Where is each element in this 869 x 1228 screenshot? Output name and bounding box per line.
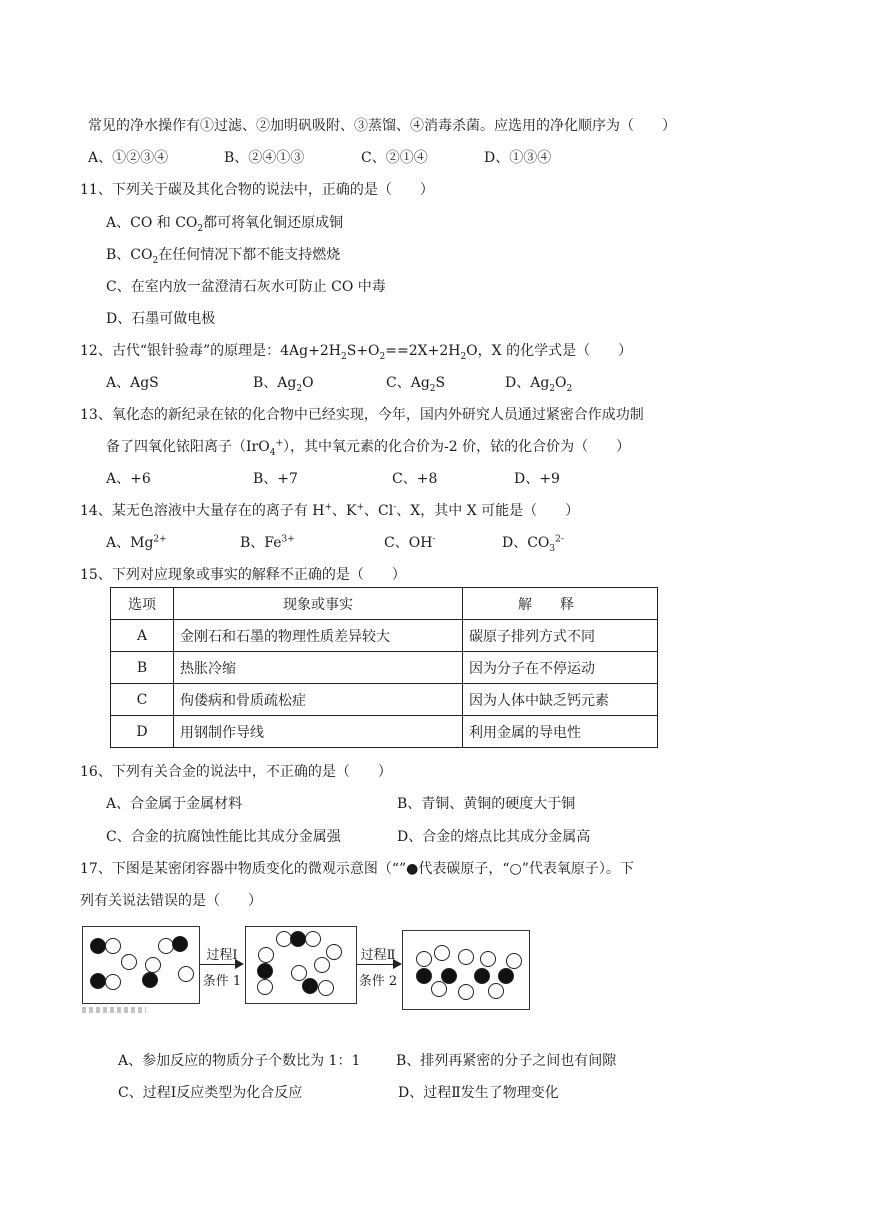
q12-option-d: D、$Ag_2O_2$ <box>505 375 573 394</box>
q13-option-b: B、+7 <box>253 471 298 487</box>
q10-stem: 常见的净水操作有①过滤、②加明矾吸附、③蒸馏、④消毒杀菌。应选用的净化顺序为（ ） <box>88 118 676 134</box>
table-cell: 利用金属的导电性 <box>463 716 658 748</box>
arrow-2-line <box>356 964 394 965</box>
oxygen-atom <box>145 957 161 973</box>
q13-stem-line2: 备了四氧化铱阳离子（IrO$_4$+），其中氧元素的化合价为-2 价，铱的化合价为（ ） <box>106 438 631 458</box>
table-row <box>111 652 658 684</box>
process-1-label: 过程Ⅰ <box>206 948 238 963</box>
q10-option-b: B、②④①③ <box>224 150 305 166</box>
oxygen-atom <box>258 947 274 963</box>
carbon-atom <box>257 963 273 979</box>
q11-option-c: C、在室内放一盆澄清石灰水可防止 CO 中毒 <box>106 279 386 295</box>
oxygen-atom <box>105 974 121 990</box>
q16-option-b: B、青铜、黄铜的硬度大于铜 <box>397 796 576 812</box>
q12-stem: 12、古代“银针验毒”的原理是：$4Ag+2H_2S+O_2==2X+2H_2O$，X 的化学式是（ ） <box>80 343 633 362</box>
table-cell: C <box>111 684 174 716</box>
oxygen-atom <box>105 938 121 954</box>
q17-stem-line1: 17、下图是某密闭容器中物质变化的微观示意图（“”●代表碳原子，“○”代表氧原子）。下 <box>80 861 634 877</box>
table-cell: 佝偻病和骨质疏松症 <box>174 684 463 716</box>
table-cell: A <box>111 620 174 652</box>
q10-option-c: C、②①④ <box>361 150 428 166</box>
table-cell: 因为人体中缺乏钙元素 <box>463 684 658 716</box>
oxygen-atom <box>416 951 432 967</box>
table-header-row <box>111 588 658 620</box>
q13-option-a: A、+6 <box>106 471 151 487</box>
oxygen-atom <box>458 949 474 965</box>
table-row <box>111 620 658 652</box>
oxygen-atom <box>305 931 321 947</box>
table-cell: 碳原子排列方式不同 <box>463 620 658 652</box>
print-smudge <box>82 1007 146 1013</box>
q14-option-a: A、$Mg^{2+}$ <box>106 534 167 551</box>
oxygen-atom <box>431 981 447 997</box>
table-cell: 金刚石和石墨的物理性质差异较大 <box>174 620 463 652</box>
table-cell: B <box>111 652 174 684</box>
oxygen-atom <box>178 966 194 982</box>
table-cell: 用钢制作导线 <box>174 716 463 748</box>
table-cell: 因为分子在不停运动 <box>463 652 658 684</box>
q10-option-d: D、①③④ <box>484 150 552 166</box>
q16-option-d: D、合金的熔点比其成分金属高 <box>397 829 591 845</box>
condition-1-label: 条件 1 <box>202 974 242 989</box>
arrow-1-head-icon <box>235 959 244 969</box>
q17-option-a: A、参加反应的物质分子个数比为 1：1 <box>118 1053 361 1069</box>
oxygen-atom <box>434 945 450 961</box>
q16-stem: 16、下列有关合金的说法中，不正确的是（ ） <box>80 764 392 780</box>
carbon-atom <box>172 936 188 952</box>
oxygen-atom <box>488 983 504 999</box>
q17-option-b: B、排列再紧密的分子之间也有间隙 <box>396 1053 617 1069</box>
q16-option-a: A、合金属于金属材料 <box>106 796 243 812</box>
oxygen-atom <box>121 954 137 970</box>
q15-stem: 15、下列对应现象或事实的解释不正确的是（ ） <box>80 567 406 583</box>
carbon-atom <box>142 972 158 988</box>
table-row <box>111 716 658 748</box>
q13-option-d: D、+9 <box>514 471 560 487</box>
q17-option-c: C、过程Ⅰ反应类型为化合反应 <box>118 1085 303 1101</box>
carbon-atom <box>290 931 306 947</box>
carbon-atom <box>416 968 432 984</box>
table-cell: D <box>111 716 174 748</box>
table-header: 现象或事实 <box>174 588 463 620</box>
q14-option-c: C、OH- <box>384 534 436 551</box>
carbon-atom <box>498 968 514 984</box>
q14-option-b: B、$Fe^{3+}$ <box>240 534 295 551</box>
carbon-atom <box>474 968 490 984</box>
oxygen-atom <box>480 951 496 967</box>
oxygen-atom <box>257 979 273 995</box>
q11-option-a: A、CO 和 $CO_2$都可将氧化铜还原成铜 <box>106 215 344 234</box>
oxygen-atom <box>326 944 342 960</box>
q11-stem: 11、下列关于碳及其化合物的说法中，正确的是（ ） <box>80 182 434 198</box>
q16-option-c: C、合金的抗腐蚀性能比其成分金属强 <box>106 829 341 845</box>
q12-option-a: A、AgS <box>106 375 159 391</box>
arrow-2-head-icon <box>393 959 402 969</box>
carbon-atom <box>90 973 106 989</box>
q17-option-d: D、过程Ⅱ发生了物理变化 <box>398 1085 559 1101</box>
table-header: 解释 <box>463 588 658 620</box>
carbon-atom <box>302 978 318 994</box>
q11-option-b: B、$CO_2$在任何情况下都不能支持燃烧 <box>106 247 341 266</box>
q14-stem: 14、某无色溶液中大量存在的离子有 H+、K+、Cl-、X，其中 X 可能是（ ） <box>80 502 580 519</box>
q10-option-a: A、①②③④ <box>88 150 169 166</box>
table-cell: 热胀冷缩 <box>174 652 463 684</box>
q11-option-d: D、石墨可做电极 <box>106 311 216 327</box>
oxygen-atom <box>314 957 330 973</box>
state-box-2 <box>245 926 357 1004</box>
q12-option-b: B、$Ag_2O$ <box>253 375 314 394</box>
condition-2-label: 条件 2 <box>358 974 398 989</box>
table-header: 选项 <box>111 588 174 620</box>
oxygen-atom <box>458 984 474 1000</box>
process-2-label: 过程Ⅱ <box>360 948 396 963</box>
q15-table <box>110 587 658 748</box>
q13-option-c: C、+8 <box>392 471 438 487</box>
q17-stem-line2: 列有关说法错误的是（ ） <box>80 893 262 909</box>
state-box-3 <box>402 930 530 1010</box>
state-box-1 <box>82 926 200 1004</box>
q13-stem-line1: 13、氧化态的新纪录在铱的化合物中已经实现，今年，国内外研究人员通过紧密合作成功制 <box>80 407 644 423</box>
carbon-atom <box>90 938 106 954</box>
arrow-1-line <box>200 964 236 965</box>
table-row <box>111 684 658 716</box>
oxygen-atom <box>506 953 522 969</box>
oxygen-atom <box>318 980 334 996</box>
q12-option-c: C、$Ag_2S$ <box>386 375 446 394</box>
q14-option-d: D、$CO_3^{2-}$ <box>502 534 564 554</box>
